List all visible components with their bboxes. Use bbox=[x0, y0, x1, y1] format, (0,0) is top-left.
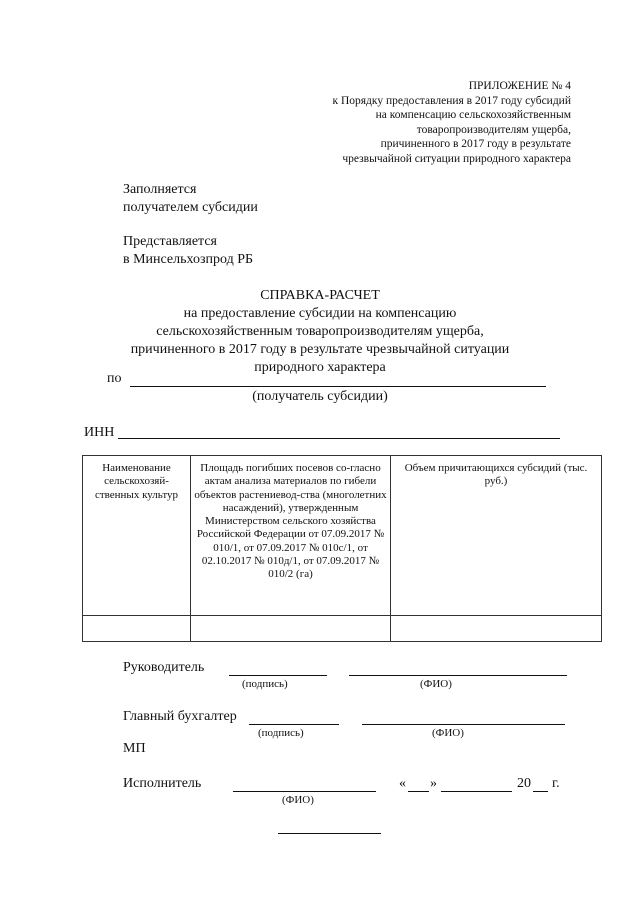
header-area: Площадь погибших посевов со-гласно актам анализа материалов по гибели объектов растениевод-ства (многолетних насаждений), утвержденным Министерством сельского хозяйства Российской Федерации от 07.09.2017 № 010/1, от 07.09.2017 № 010с/1, от 02.10.2017 № 010д/1, от 07.09.2017 № 010/2 (га) bbox=[191, 456, 391, 616]
seal-mark: МП bbox=[123, 741, 146, 756]
submitted-to-note bbox=[123, 233, 253, 269]
appendix-line: к Порядку предоставления в 2017 году субсидий bbox=[332, 94, 571, 107]
accountant-label: Главный бухгалтер bbox=[123, 709, 237, 724]
date-year-suffix: г. bbox=[552, 776, 560, 791]
appendix-line: чрезвычайной ситуации природного характера bbox=[342, 152, 571, 165]
filled-by-note bbox=[123, 181, 258, 217]
executor-label: Исполнитель bbox=[123, 776, 202, 791]
executor-extra-field[interactable] bbox=[278, 833, 381, 834]
inn-field-long[interactable] bbox=[206, 438, 560, 439]
title-line: сельскохозяйственным товаропроизводителям ущерба, bbox=[156, 324, 484, 339]
head-name-caption: (ФИО) bbox=[420, 678, 452, 690]
date-close-quote: » bbox=[430, 776, 437, 791]
table-cell[interactable] bbox=[83, 616, 191, 642]
filled-by-line: получателем субсидии bbox=[123, 200, 258, 215]
accountant-name-field[interactable] bbox=[362, 724, 565, 725]
appendix-line: на компенсацию сельскохозяйственным bbox=[375, 109, 571, 121]
accountant-sign-caption: (подпись) bbox=[258, 727, 304, 739]
head-signature-field[interactable] bbox=[229, 675, 327, 676]
header-subsidy-amount: Объем причитающихся субсидий (тыс. руб.) bbox=[391, 456, 602, 616]
recipient-caption: (получатель субсидии) bbox=[252, 389, 388, 404]
date-open-quote: « bbox=[399, 776, 406, 791]
executor-name-field[interactable] bbox=[233, 791, 376, 792]
recipient-field[interactable] bbox=[130, 386, 546, 387]
appendix-line: товаропроизводителям ущерба, bbox=[416, 123, 571, 136]
inn-field-short[interactable] bbox=[118, 438, 206, 439]
appendix-line: ПРИЛОЖЕНИЕ № 4 bbox=[468, 80, 571, 92]
subsidy-table bbox=[82, 455, 602, 642]
date-year-field[interactable] bbox=[533, 791, 548, 792]
recipient-prefix: по bbox=[107, 371, 122, 386]
accountant-signature-field[interactable] bbox=[249, 724, 339, 725]
date-year-prefix: 20 bbox=[517, 776, 531, 791]
header-crop-name: Наименование сельскохозяй-ственных культур bbox=[83, 456, 191, 616]
title-heading: СПРАВКА-РАСЧЕТ bbox=[260, 288, 380, 303]
table-header-row bbox=[83, 456, 602, 616]
head-sign-caption: (подпись) bbox=[242, 678, 288, 690]
head-label: Руководитель bbox=[123, 660, 205, 675]
table-cell[interactable] bbox=[191, 616, 391, 642]
appendix-line: причиненного в 2017 году в результате bbox=[380, 138, 571, 150]
title-line: природного характера bbox=[254, 360, 386, 375]
head-name-field[interactable] bbox=[349, 675, 567, 676]
submitted-to-line: в Минсельхозпрод РБ bbox=[123, 252, 254, 267]
inn-label: ИНН bbox=[84, 425, 115, 440]
appendix-header bbox=[333, 79, 572, 166]
table-cell[interactable] bbox=[391, 616, 602, 642]
accountant-name-caption: (ФИО) bbox=[432, 727, 464, 739]
date-day-field[interactable] bbox=[408, 791, 429, 792]
filled-by-line: Заполняется bbox=[123, 182, 197, 197]
date-month-field[interactable] bbox=[441, 791, 512, 792]
submitted-to-line: Представляется bbox=[123, 234, 217, 249]
table-row bbox=[83, 616, 602, 642]
document-title bbox=[0, 287, 640, 377]
executor-name-caption: (ФИО) bbox=[282, 794, 314, 806]
title-line: на предоставление субсидии на компенсацию bbox=[183, 306, 457, 321]
title-line: причиненного в 2017 году в результате чрезвычайной ситуации bbox=[130, 342, 510, 357]
